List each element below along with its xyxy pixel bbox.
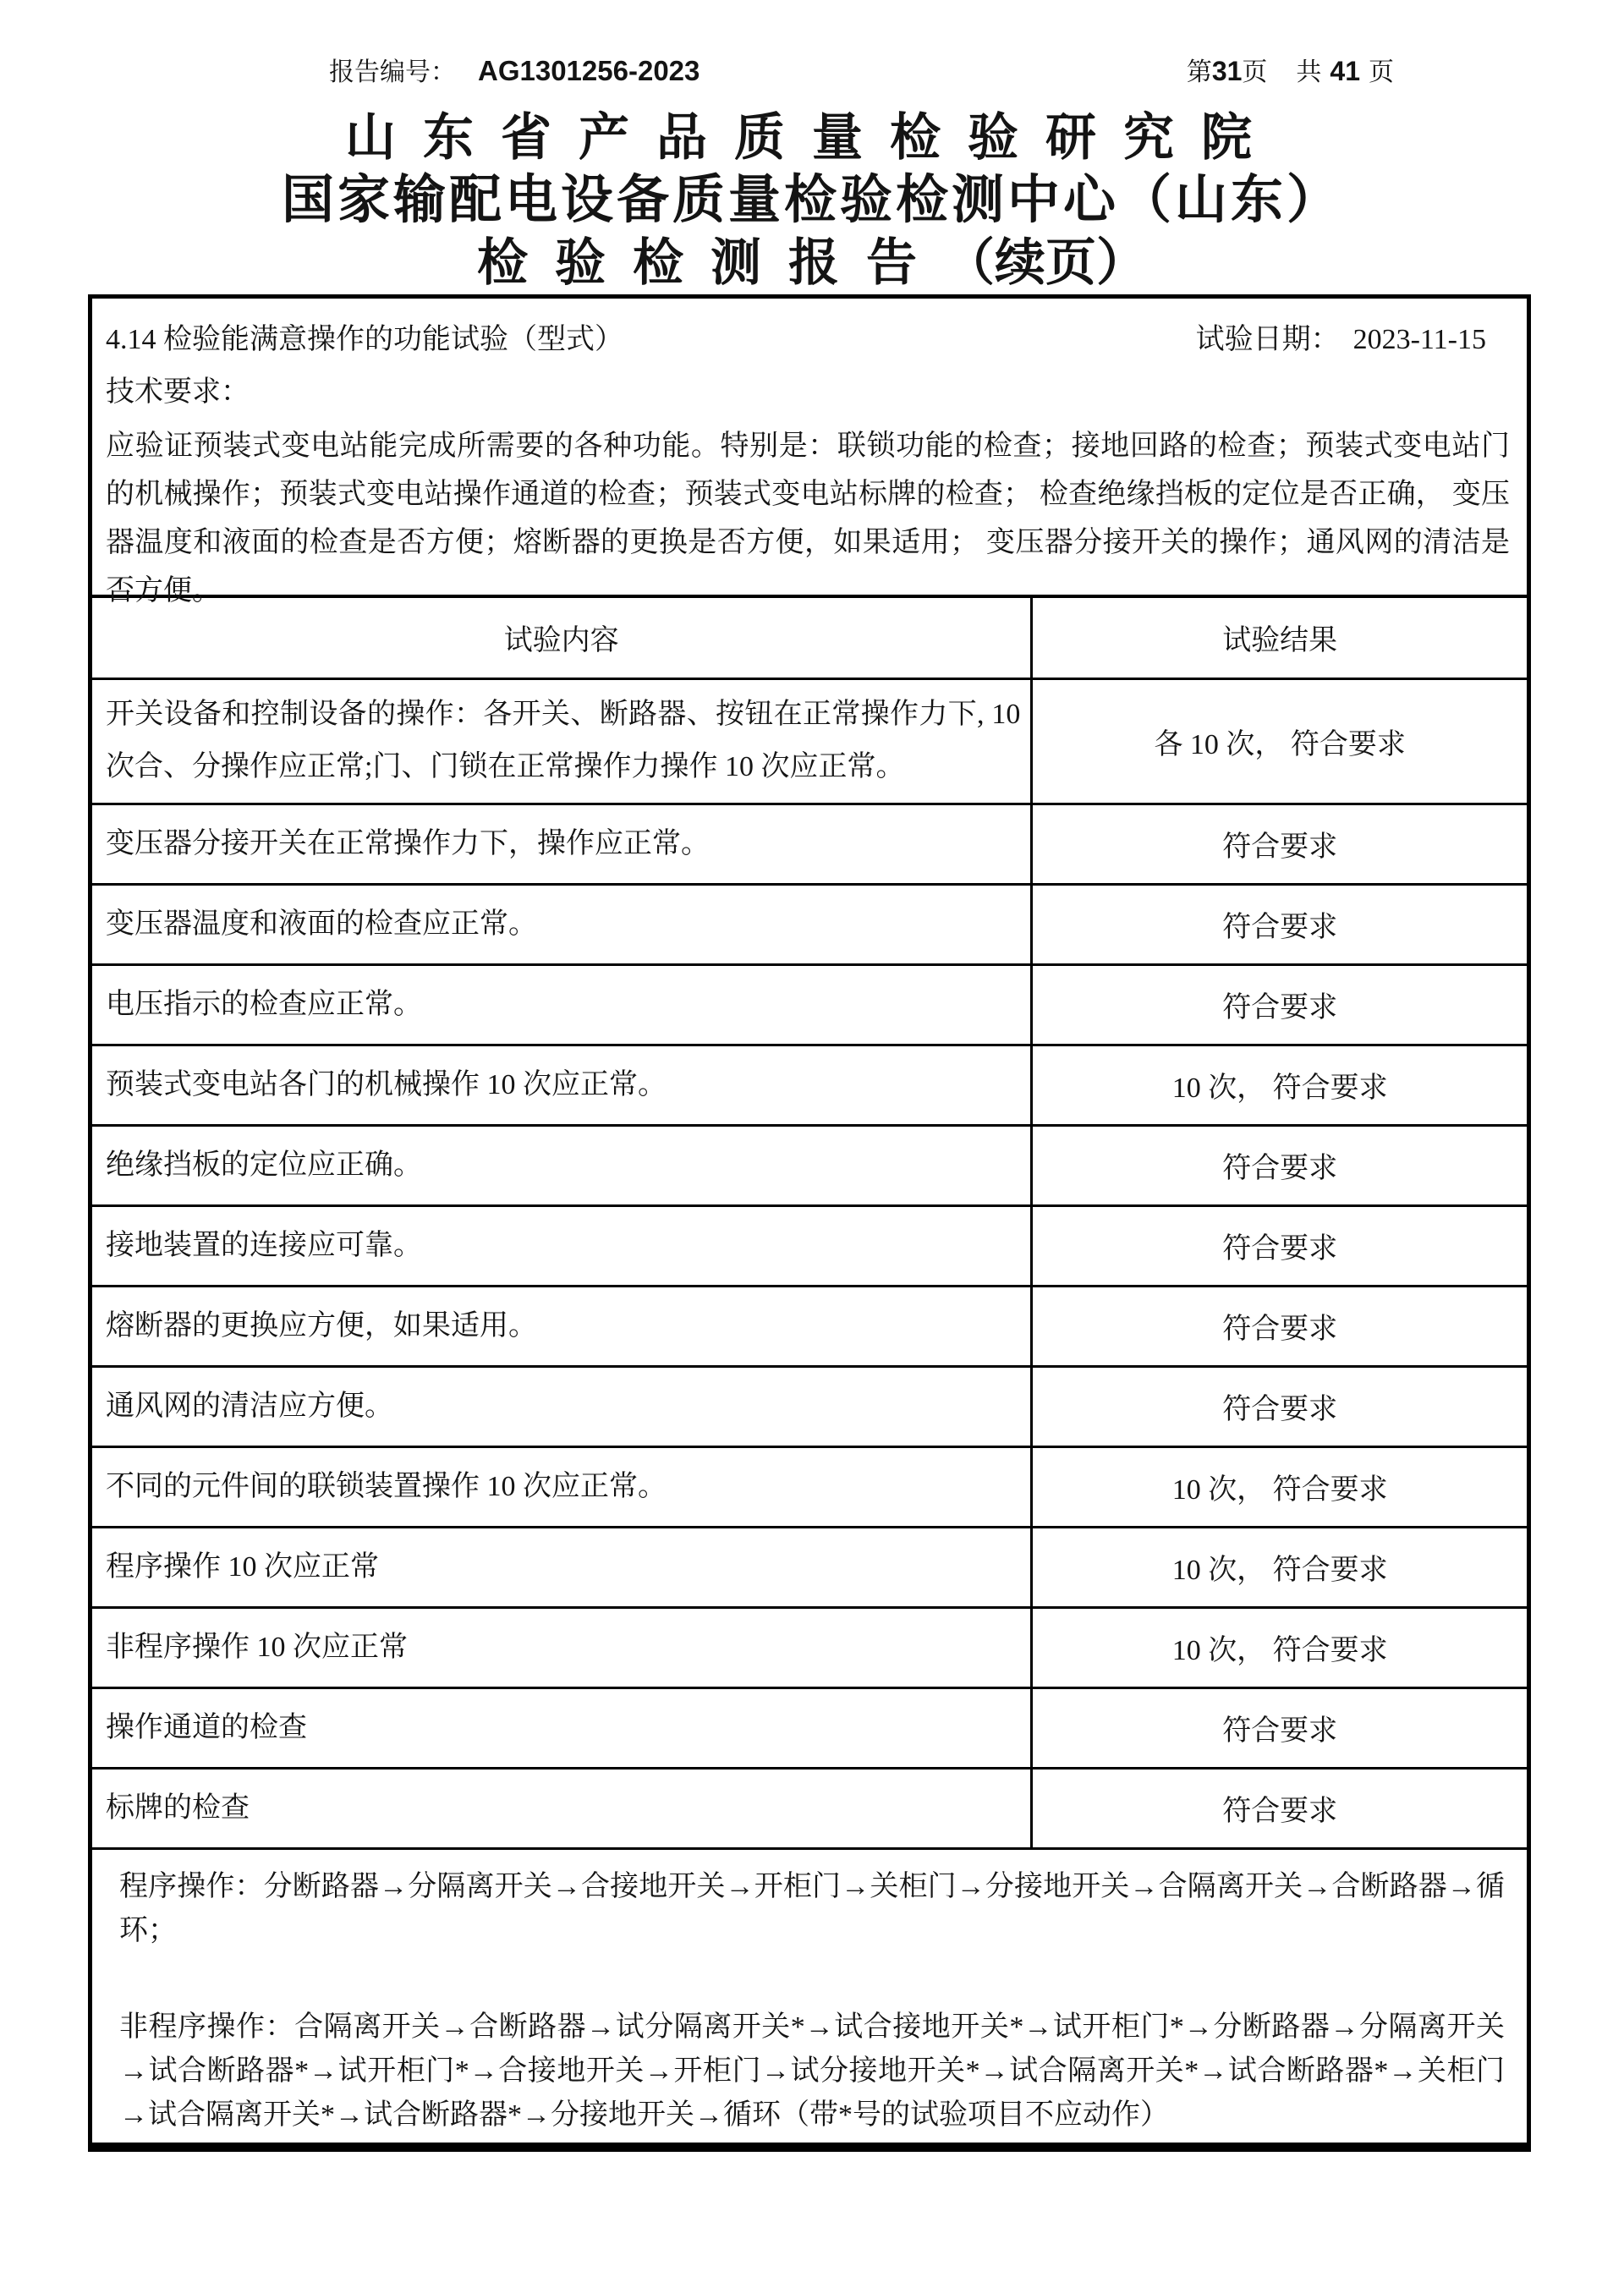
results-table <box>92 595 1527 1850</box>
test-result-cell: 符合要求 <box>1032 1366 1527 1446</box>
table-row <box>92 1446 1527 1527</box>
test-date <box>1196 321 1486 359</box>
tech-requirements-text: 应验证预装式变电站能完成所需要的各种功能。特别是：联锁功能的检查；接地回路的检查；预装式变电站门的机械操作；预装式变电站操作通道的检查；预装式变电站标牌的检查； 检查绝缘挡板的定位是否正确， 变压器温度和液面的检查是否方便；熔断器的更换是否方便，如果适用； 变压器分接开关的操作；通风网的清洁是否方便。 <box>106 431 1510 606</box>
section-head <box>106 321 1510 359</box>
report-number-label: 报告编号： <box>329 58 456 86</box>
table-row <box>92 1687 1527 1768</box>
test-result-cell: 10 次， 符合要求 <box>1032 1527 1527 1607</box>
test-result-cell: 符合要求 <box>1032 1768 1527 1848</box>
page-prefix: 第 <box>1186 58 1212 86</box>
institute-title: 山东省产品质量检验研究院 <box>345 110 1279 166</box>
page-suffix: 页 <box>1242 58 1268 86</box>
test-content-cell: 操作通道的检查 <box>92 1687 1032 1768</box>
table-row <box>92 1607 1527 1687</box>
procedure-operation-note: 程序操作：分断路器→分隔离开关→合接地开关→开柜门→关柜门→分接地开关→合隔离开关→合断路器→循环； <box>119 1870 1505 1946</box>
table-row <box>92 804 1527 884</box>
table-row <box>92 964 1527 1045</box>
column-header-content: 试验内容 <box>92 596 1032 678</box>
report-body-box <box>88 294 1531 2152</box>
test-content-cell: 预装式变电站各门的机械操作 10 次应正常。 <box>92 1045 1032 1125</box>
doc-header <box>329 51 1394 88</box>
test-content-cell: 熔断器的更换应方便，如果适用。 <box>92 1286 1032 1366</box>
test-result-cell: 10 次， 符合要求 <box>1032 1446 1527 1527</box>
test-content-cell: 标牌的检查 <box>92 1768 1032 1848</box>
test-result-cell: 10 次， 符合要求 <box>1032 1045 1527 1125</box>
test-content-cell: 开关设备和控制设备的操作：各开关、断路器、按钮在正常操作力下, 10 次合、分操作应正常;门、门锁在正常操作力操作 10 次应正常。 <box>92 678 1032 804</box>
test-result-cell: 符合要求 <box>1032 804 1527 884</box>
table-row <box>92 678 1527 804</box>
test-result-cell: 符合要求 <box>1032 1687 1527 1768</box>
results-table-head <box>92 596 1527 678</box>
test-content-cell: 非程序操作 10 次应正常 <box>92 1607 1032 1687</box>
table-row <box>92 1527 1527 1607</box>
results-table-body <box>92 678 1527 1848</box>
test-content-cell: 绝缘挡板的定位应正确。 <box>92 1125 1032 1205</box>
section-area <box>92 299 1527 606</box>
report-title-suffix: （续页） <box>944 235 1147 291</box>
table-row <box>92 1205 1527 1286</box>
table-row <box>92 1286 1527 1366</box>
table-row <box>92 1768 1527 1848</box>
table-row <box>92 1045 1527 1125</box>
test-date-label: 试验日期： <box>1195 324 1340 355</box>
non-procedure-operation-note: 非程序操作：合隔离开关→合断路器→试分隔离开关*→试合接地开关*→试开柜门*→分断路器→分隔离开关→试合断路器*→试开柜门*→合接地开关→开柜门→试分接地开关*→试合隔离开关*→试合断路器*→关柜门→试合隔离开关*→试合断路器*→分接地开关→循环（带*号的试验项目不应动作） <box>119 2011 1505 2131</box>
table-row <box>92 1125 1527 1205</box>
clause-title: 4.14 检验能满意操作的功能试验（型式） <box>106 324 623 355</box>
tech-requirements-label: 技术要求： <box>106 376 250 408</box>
report-title <box>0 232 1624 294</box>
test-result-cell: 符合要求 <box>1032 1286 1527 1366</box>
page-total: 41 <box>1330 56 1360 86</box>
test-content-cell: 变压器分接开关在正常操作力下，操作应正常。 <box>92 804 1032 884</box>
test-date-value: 2023-11-15 <box>1352 324 1486 355</box>
page-current: 31 <box>1211 56 1243 86</box>
test-result-cell: 各 10 次， 符合要求 <box>1032 678 1527 804</box>
report-title-main: 检验检测报告 <box>477 235 944 291</box>
report-number-value: AG1301256-2023 <box>478 55 700 86</box>
test-content-cell: 接地装置的连接应可靠。 <box>92 1205 1032 1286</box>
table-row <box>92 884 1527 964</box>
total-prefix: 共 <box>1296 58 1322 86</box>
header-row <box>92 596 1527 678</box>
test-content-cell: 通风网的清洁应方便。 <box>92 1366 1032 1446</box>
test-content-cell: 程序操作 10 次应正常 <box>92 1527 1032 1607</box>
test-result-cell: 符合要求 <box>1032 964 1527 1045</box>
test-result-cell: 符合要求 <box>1032 1205 1527 1286</box>
page-info <box>1187 51 1394 88</box>
report-number <box>329 51 700 88</box>
total-suffix: 页 <box>1369 58 1394 86</box>
title-block <box>0 107 1624 294</box>
operation-sequence-notes <box>92 1850 1527 2137</box>
column-header-result: 试验结果 <box>1032 596 1527 678</box>
test-result-cell: 符合要求 <box>1032 1125 1527 1205</box>
table-row <box>92 1366 1527 1446</box>
center-title: 国家输配电设备质量检验检测中心（山东） <box>281 172 1342 229</box>
test-content-cell: 电压指示的检查应正常。 <box>92 964 1032 1045</box>
test-result-cell: 10 次， 符合要求 <box>1032 1607 1527 1687</box>
test-content-cell: 变压器温度和液面的检查应正常。 <box>92 884 1032 964</box>
test-content-cell: 不同的元件间的联锁装置操作 10 次应正常。 <box>92 1446 1032 1527</box>
test-result-cell: 符合要求 <box>1032 884 1527 964</box>
